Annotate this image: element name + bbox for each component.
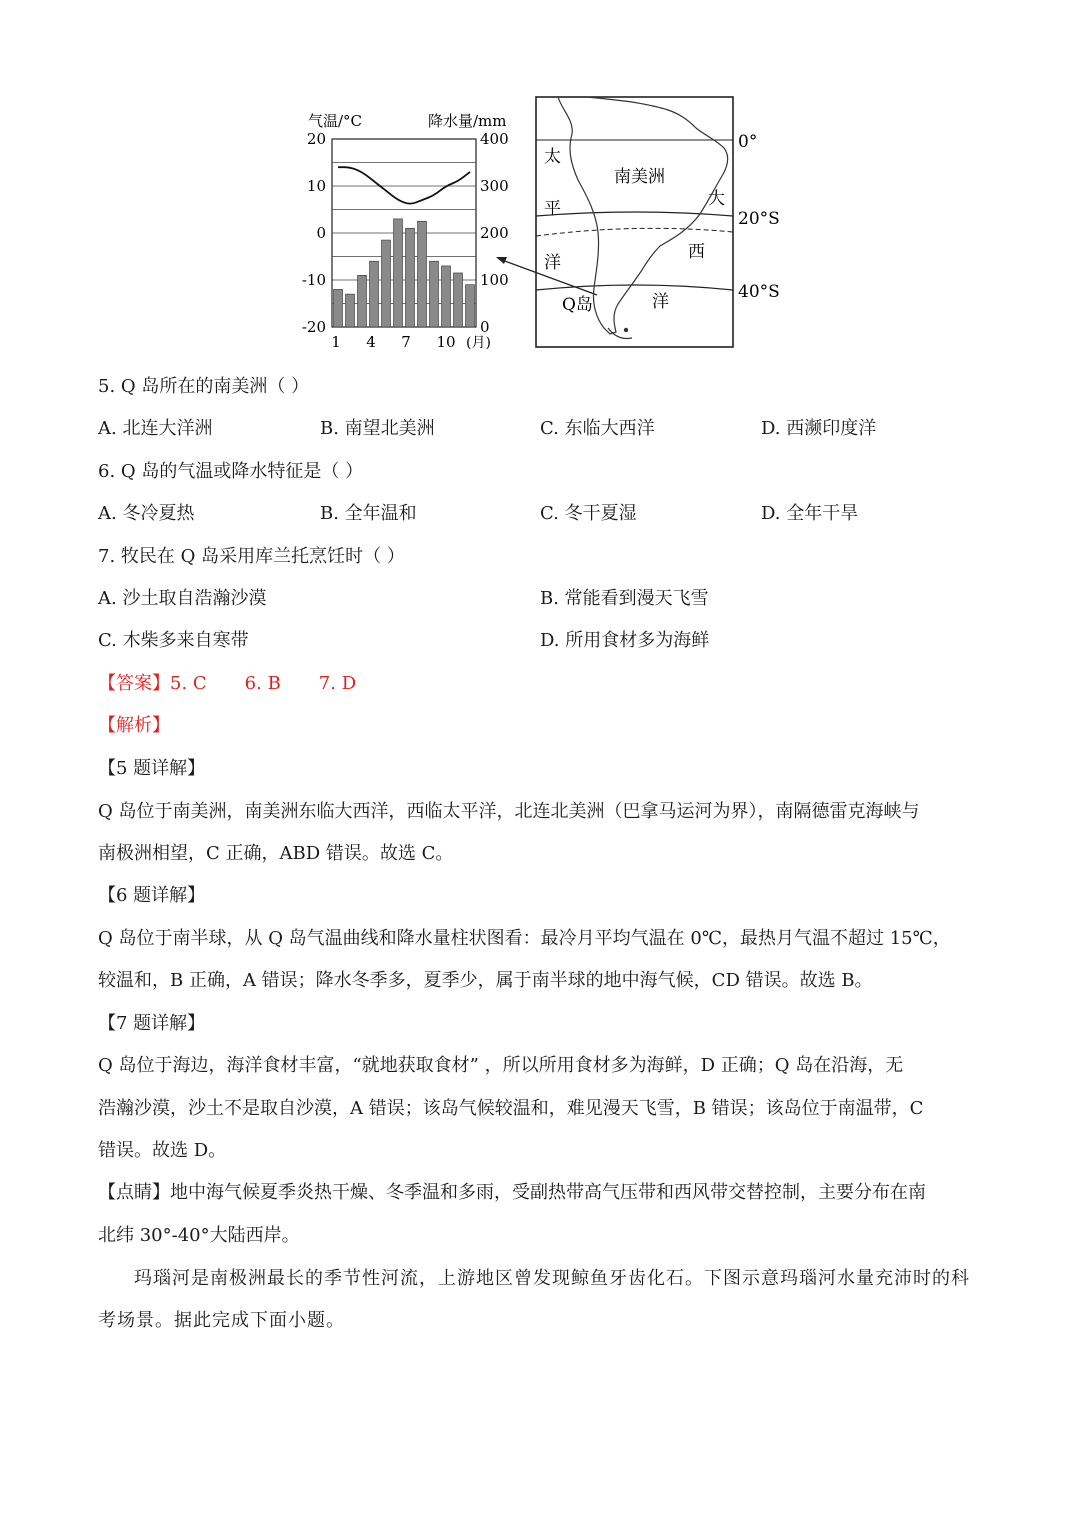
x-tick: 1 (331, 333, 341, 351)
y-left-label: 气温/°C (308, 112, 363, 130)
x-tick: 4 (366, 333, 376, 351)
q6-option-d: D. 全年干旱 (761, 503, 859, 524)
q6-option-c: C. 冬干夏湿 (540, 503, 637, 524)
y-left-tick: -10 (301, 271, 326, 289)
intro-line-2: 考场景。据此完成下面小题。 (98, 1310, 345, 1331)
answer-label: 【答案】 (98, 673, 170, 694)
precip-bar (442, 266, 451, 327)
lat-label: 40°S (738, 282, 780, 302)
x-tick: 10 (436, 333, 456, 351)
lat-40-line (536, 285, 733, 290)
question-5-stem: 5. Q 岛所在的南美洲（ ） (98, 376, 310, 397)
x-axis-label: (月) (466, 335, 491, 351)
q5-option-d: D. 西濒印度洋 (761, 418, 877, 439)
detail-6-line: 较温和，B 正确，A 错误；降水冬季多，夏季少，属于南半球的地中海气候，CD 错误。故选 B。 (98, 970, 873, 991)
precip-bar (430, 261, 439, 327)
tip-line-2: 北纬 30°-40°大陆西岸。 (98, 1225, 300, 1246)
question-6-stem: 6. Q 岛的气温或降水特征是（ ） (98, 461, 364, 482)
detail-5-line: 南极洲相望，C 正确，ABD 错误。故选 C。 (98, 843, 454, 864)
y-left-tick: 20 (306, 130, 326, 148)
question-7-stem: 7. 牧民在 Q 岛采用库兰托烹饪时（ ） (98, 546, 405, 567)
plot-area (332, 139, 476, 327)
detail-7-line: 浩瀚沙漠，沙土不是取自沙漠，A 错误；该岛气候较温和，难见漫天飞雪，B 错误；该岛位于南温带，C (98, 1098, 924, 1119)
q5-option-a: A. 北连大洋洲 (98, 418, 213, 439)
y-right-tick: 300 (480, 177, 509, 195)
climate-chart (296, 92, 796, 354)
precip-bar (370, 261, 379, 327)
precip-bar (394, 219, 403, 327)
q5-option-b: B. 南望北美洲 (320, 418, 435, 439)
precip-bar (418, 221, 427, 327)
y-right-tick: 200 (480, 224, 509, 242)
precip-bar (358, 275, 367, 327)
y-left-tick: 10 (306, 177, 326, 195)
tropic-line (536, 212, 733, 216)
precip-bar (346, 294, 355, 327)
detail-7-line: 错误。故选 D。 (98, 1140, 227, 1161)
detail-7-title: 【7 题详解】 (98, 1013, 206, 1034)
ocean-char: 洋 (544, 253, 561, 273)
detail-7-line: Q 岛位于海边，海洋食材丰富，“就地获取食材” ，所以所用食材多为海鲜，D 正确；Q 岛在沿海，无 (98, 1055, 904, 1076)
intro-line-1: 玛瑙河是南极洲最长的季节性河流，上游地区曾发现鲸鱼牙齿化石。下图示意玛瑙河水量充沛时的科 (134, 1268, 970, 1289)
detail-6-line: Q 岛位于南半球，从 Q 岛气温曲线和降水量柱状图看：最冷月平均气温在 0℃，最热月气温不超过 15℃， (98, 928, 951, 949)
precip-bar (382, 240, 391, 327)
answer-line (98, 671, 356, 697)
lat-label: 0° (738, 132, 758, 152)
ocean-char: 西 (688, 242, 705, 262)
answer-6: 6. B (244, 673, 281, 694)
q5-option-c: C. 东临大西洋 (540, 418, 655, 439)
tip-label: 【点睛】 (98, 1182, 170, 1203)
temperature-curve (338, 167, 470, 203)
precip-bar (334, 289, 343, 327)
y-right-tick: 100 (480, 271, 509, 289)
tip-line-1 (98, 1180, 926, 1206)
detail-5-title: 【5 题详解】 (98, 758, 206, 779)
y-right-tick: 0 (480, 318, 490, 336)
y-left-tick: -20 (301, 318, 326, 336)
y-left-tick: 0 (316, 224, 326, 242)
detail-5-line: Q 岛位于南美洲，南美洲东临大西洋，西临太平洋，北连北美洲（巴拿马运河为界），南隔德雷克海峡与 (98, 801, 920, 822)
figure (296, 92, 796, 354)
answer-7: 7. D (318, 673, 357, 694)
detail-6-title: 【6 题详解】 (98, 885, 206, 906)
dashed-line (536, 228, 733, 236)
q6-option-a: A. 冬冷夏热 (98, 503, 195, 524)
island-dot (624, 328, 628, 332)
q6-option-b: B. 全年温和 (320, 503, 417, 524)
q7-option-b: B. 常能看到漫天飞雪 (540, 588, 709, 609)
analysis-label: 【解析】 (98, 715, 170, 736)
ocean-char: 太 (544, 147, 561, 167)
ocean-char: 大 (708, 189, 725, 209)
tip-text: 地中海气候夏季炎热干燥、冬季温和多雨，受副热带高气压带和西风带交替控制，主要分布在南 (170, 1182, 926, 1203)
precip-bar (406, 228, 415, 327)
q7-option-d: D. 所用食材多为海鲜 (540, 630, 710, 651)
ocean-char: 平 (544, 199, 561, 219)
continent-label: 南美洲 (614, 167, 665, 187)
ocean-char: 洋 (652, 292, 669, 312)
precip-bar (466, 285, 475, 327)
answer-5: 5. C (170, 673, 207, 694)
y-right-label: 降水量/mm (428, 112, 507, 130)
y-right-tick: 400 (480, 130, 509, 148)
q7-option-a: A. 沙土取自浩瀚沙漠 (98, 588, 267, 609)
arrow-head-icon (496, 257, 507, 264)
q7-option-c: C. 木柴多来自寒带 (98, 630, 249, 651)
island-label: Q岛 (562, 295, 593, 315)
lat-label: 20°S (738, 209, 780, 229)
precip-bar (454, 273, 463, 327)
x-tick: 7 (401, 333, 411, 351)
